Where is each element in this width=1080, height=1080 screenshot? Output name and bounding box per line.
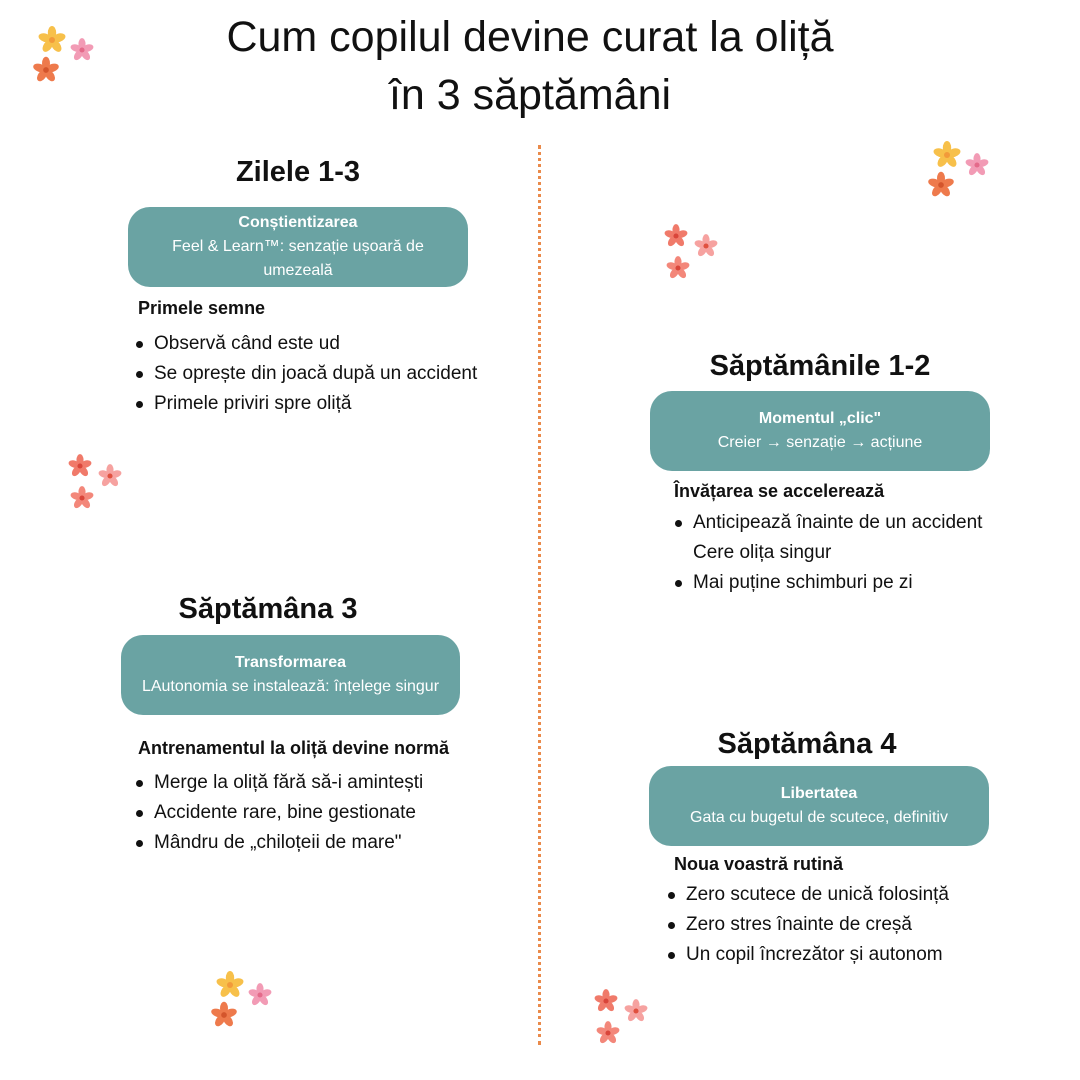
- stage-4-heading: Săptămâna 4: [717, 728, 897, 760]
- stage-4-pill-desc: Gata cu bugetul de scutece, definitiv: [690, 809, 948, 826]
- stage-3-bullet-list: [134, 768, 423, 858]
- stage-1-bullet-list: [134, 329, 477, 419]
- stage-2-pill-desc: Creier → senzație → acțiune: [717, 434, 923, 451]
- stage-1-heading: Zilele 1-3: [235, 156, 361, 188]
- flower-cluster-icon: [30, 20, 100, 90]
- page-title: [0, 10, 1060, 122]
- flower-cluster-icon: [590, 983, 660, 1053]
- list-item: Mândru de „chiloțeii de mare": [134, 828, 423, 858]
- list-item: Se oprește din joacă după un accident: [134, 359, 477, 389]
- flower-cluster-icon: [925, 135, 995, 205]
- title-line-1: Cum copilul devine curat la oliță: [226, 13, 834, 61]
- stage-2-subheading: Învățarea se accelerează: [674, 481, 885, 501]
- stage-3-heading: Săptămâna 3: [178, 593, 358, 625]
- list-item: Zero stres înainte de creșă: [666, 910, 949, 940]
- stage-3-pill-title: Transformarea: [234, 654, 347, 671]
- list-item: Primele priviri spre oliță: [134, 389, 477, 419]
- list-item: Cere olița singur: [693, 542, 832, 563]
- stage-4-subheading: Noua voastră rutină: [674, 854, 844, 874]
- stage-4-pill: [649, 766, 989, 846]
- stage-1-pill-title: Conștientizarea: [238, 214, 358, 231]
- flower-cluster-icon: [660, 218, 730, 288]
- list-item: Mai puține schimburi pe zi: [673, 568, 982, 598]
- flower-cluster-icon: [64, 448, 134, 518]
- stage-3-pill-desc: LAutonomia se instalează: înțelege singur: [141, 678, 440, 695]
- title-line-2: în 3 săptămâni: [388, 71, 672, 119]
- stage-3-subheading: Antrenamentul la oliță devine normă: [138, 738, 450, 758]
- stage-2-pill-title: Momentul „clic": [758, 410, 882, 427]
- list-item: Merge la oliță fără să-i amintești: [134, 768, 423, 798]
- stage-2-bullet-list: [673, 508, 982, 598]
- list-item: Zero scutece de unică folosință: [666, 880, 949, 910]
- list-item: Anticipează înainte de un accident: [673, 508, 982, 538]
- stage-4-bullet-list: [666, 880, 949, 970]
- stage-1-pill: [128, 207, 468, 287]
- timeline-divider: [538, 145, 541, 1045]
- stage-1-subheading: Primele semne: [138, 298, 266, 318]
- list-item: Observă când este ud: [134, 329, 477, 359]
- flower-cluster-icon: [208, 965, 278, 1035]
- list-item: Un copil încrezător și autonom: [666, 940, 949, 970]
- stage-2-pill: [650, 391, 990, 471]
- stage-2-heading: Săptămânile 1-2: [709, 350, 931, 382]
- list-item: Accidente rare, bine gestionate: [134, 798, 423, 828]
- stage-3-pill: [121, 635, 460, 715]
- stage-4-pill-title: Libertatea: [780, 785, 858, 802]
- stage-1-pill-desc: Feel & Learn™: senzație ușoară de umezeală: [172, 238, 424, 279]
